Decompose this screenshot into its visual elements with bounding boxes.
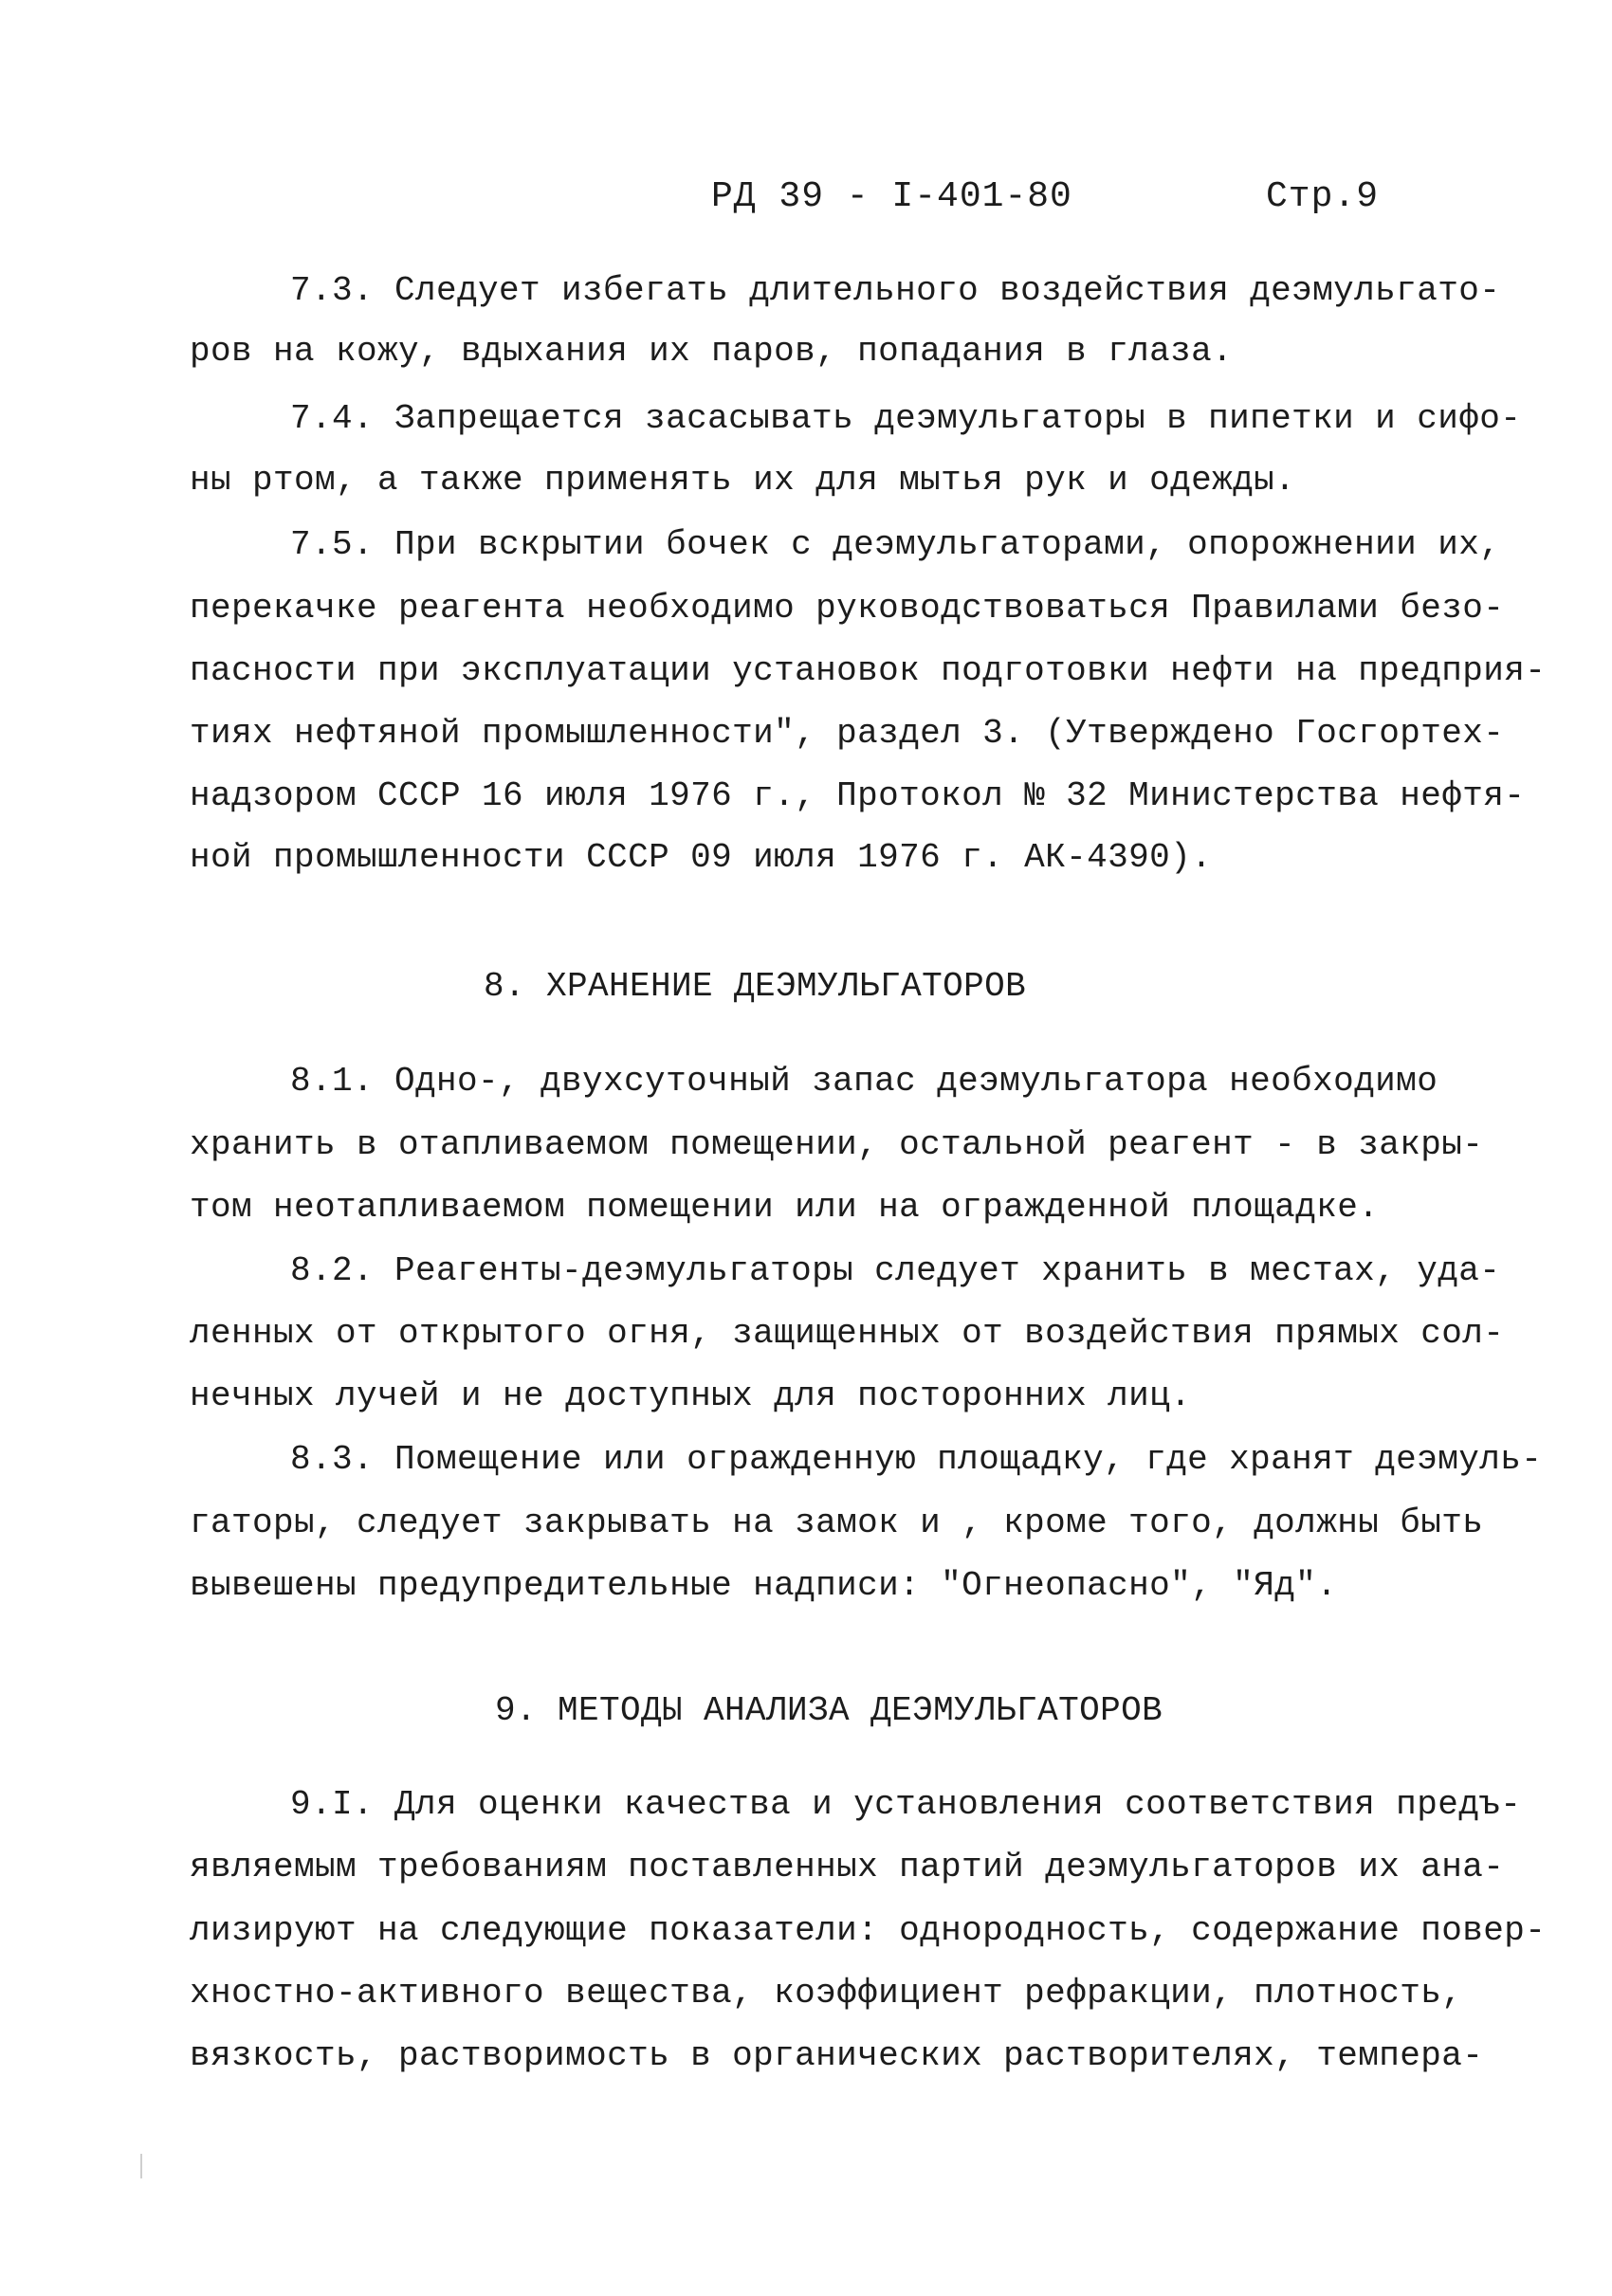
paragraph-8-3-line-3: вывешены предупредительные надписи: "Огнеопасно", "Яд". [190,1566,1338,1605]
paragraph-7-5-line-4: тиях нефтяной промышленности", раздел 3. (Утверждено Госгортех- [190,714,1505,753]
paragraph-7-3-line-2: ров на кожу, вдыхания их паров, попадания в глаза. [190,332,1234,371]
paragraph-7-5-line-2: перекачке реагента необходимо руководствоваться Правилами безо- [190,589,1505,628]
document-code: РД 39 - I-401-80 [711,176,1072,217]
paragraph-8-1-line-3: том неотапливаемом помещении или на огражденной площадке. [190,1188,1380,1227]
paragraph-8-1-line-2: хранить в отапливаемом помещении, остальной реагент - в закры- [190,1125,1484,1164]
paragraph-8-3-line-2: гаторы, следует закрывать на замок и , кроме того, должны быть [190,1503,1484,1542]
section-9-title: 9. МЕТОДЫ АНАЛИЗА ДЕЭМУЛЬГАТОРОВ [495,1691,1163,1730]
paragraph-9-1-line-5: вязкость, растворимость в органических растворителях, темпера- [190,2036,1484,2075]
paragraph-8-3-line-1: 8.3. Помещение или огражденную площадку, где хранят деэмуль- [290,1440,1543,1479]
paragraph-9-1-line-3: лизируют на следующие показатели: однородность, содержание повер- [190,1911,1547,1950]
paragraph-7-4-line-1: 7.4. Запрещается засасывать деэмульгаторы в пипетки и сифо- [290,399,1522,438]
paragraph-7-3-line-1: 7.3. Следует избегать длительного воздействия деэмульгато- [290,271,1501,310]
paragraph-8-2-line-3: нечных лучей и не доступных для посторонних лиц. [190,1376,1192,1415]
paragraph-7-5-line-5: надзором СССР 16 июля 1976 г., Протокол № 32 Министерства нефтя- [190,776,1526,815]
paragraph-7-4-line-2: ны ртом, а также применять их для мытья рук и одежды. [190,461,1296,500]
paragraph-8-2-line-1: 8.2. Реагенты-деэмульгаторы следует хранить в местах, уда- [290,1251,1501,1290]
paragraph-7-5-line-1: 7.5. При вскрытии бочек с деэмульгаторами, опорожнении их, [290,525,1501,564]
paragraph-9-1-line-2: являемым требованиям поставленных партий деэмульгаторов их ана- [190,1848,1505,1886]
paragraph-7-5-line-6: ной промышленности СССР 09 июля 1976 г. АК-4390). [190,838,1213,877]
scan-margin-mark [140,2154,142,2178]
paragraph-9-1-line-1: 9.I. Для оценки качества и установления соответствия предъ- [290,1785,1522,1824]
paragraph-8-2-line-2: ленных от открытого огня, защищенных от воздействия прямых сол- [190,1314,1505,1353]
page-number: Стр.9 [1266,176,1380,217]
section-8-title: 8. ХРАНЕНИЕ ДЕЭМУЛЬГАТОРОВ [484,967,1027,1006]
paragraph-7-5-line-3: пасности при эксплуатации установок подготовки нефти на предприя- [190,651,1547,690]
paragraph-9-1-line-4: хностно-активного вещества, коэффициент рефракции, плотность, [190,1974,1463,2013]
paragraph-8-1-line-1: 8.1. Одно-, двухсуточный запас деэмульгатора необходимо [290,1062,1438,1101]
